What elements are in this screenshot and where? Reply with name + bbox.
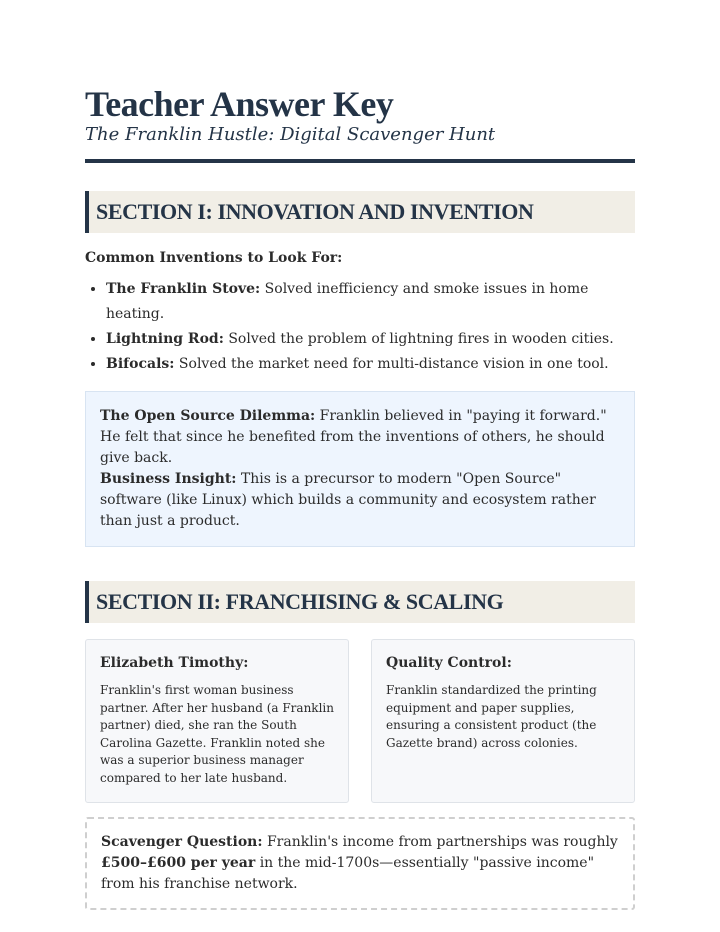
info-cards xyxy=(85,639,635,803)
card-text: Franklin standardized the printing equipment and paper supplies, ensuring a consistent product (the Gazette brand) across colonies. xyxy=(386,683,597,750)
callout-label-2: Business Insight: xyxy=(100,471,237,487)
card-text: Franklin's first woman business partner. After her husband (a Franklin partner) died, she ran the South Carolina Gazette. Franklin noted she was a superior business manager compared to her late husband. xyxy=(100,683,334,785)
invention-desc: Solved the market need for multi-distance vision in one tool. xyxy=(174,356,609,372)
list-item xyxy=(106,352,635,377)
open-source-callout xyxy=(85,391,635,547)
inventions-label: Common Inventions to Look For: xyxy=(85,250,343,266)
callout-text-1: Franklin believed in "paying it forward." He felt that since he benefited from the inventions of others, he should give back. xyxy=(100,408,607,466)
list-item xyxy=(106,327,635,352)
list-item xyxy=(106,277,635,327)
section-2-heading-text: SECTION II: FRANCHISING & SCALING xyxy=(96,589,504,614)
card-elizabeth-timothy xyxy=(85,639,349,803)
callout-label-1: The Open Source Dilemma: xyxy=(100,408,316,424)
invention-desc: Solved inefficiency and smoke issues in home heating. xyxy=(106,281,589,322)
section-1-heading-text: SECTION I: INNOVATION AND INVENTION xyxy=(96,199,534,224)
question-text-1: Franklin's income from partnerships was roughly xyxy=(262,834,618,850)
page-title: Teacher Answer Key xyxy=(85,84,394,124)
invention-name: Lightning Rod: xyxy=(106,331,224,347)
inventions-list xyxy=(85,277,635,377)
section-1-heading xyxy=(85,191,635,233)
page-subtitle: The Franklin Hustle: Digital Scavenger Hunt xyxy=(85,124,496,145)
question-text-2: in the mid-1700s—essentially "passive income" from his franchise network. xyxy=(101,855,595,892)
card-title: Quality Control: xyxy=(386,655,512,671)
section-2-heading xyxy=(85,581,635,623)
question-label: Scavenger Question: xyxy=(101,834,263,850)
invention-desc: Solved the problem of lightning fires in wooden cities. xyxy=(223,331,614,347)
card-quality-control xyxy=(371,639,635,803)
card-title: Elizabeth Timothy: xyxy=(100,655,249,671)
callout-text-2: This is a precursor to modern "Open Source" software (like Linux) which builds a community and ecosystem rather than just a product. xyxy=(100,471,596,529)
title-divider xyxy=(85,159,635,163)
income-amount: £500–£600 per year xyxy=(101,855,256,871)
answer-key-page xyxy=(85,84,635,910)
invention-name: Bifocals: xyxy=(106,356,175,372)
scavenger-question-box xyxy=(85,817,635,910)
invention-name: The Franklin Stove: xyxy=(106,281,261,297)
